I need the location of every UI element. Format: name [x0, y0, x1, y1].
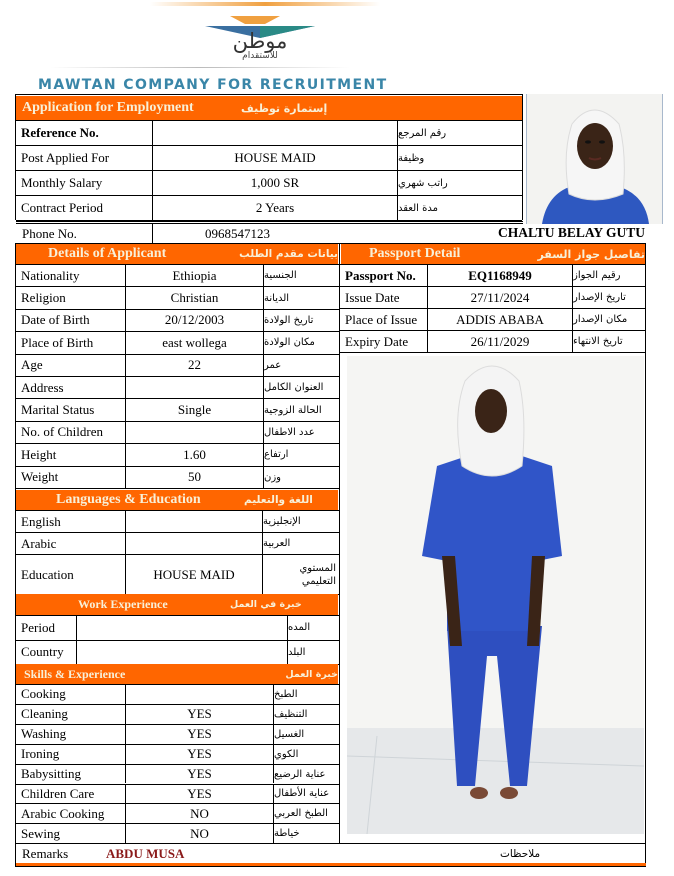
- skills-row-label-ar: الطبخ العربي: [274, 808, 328, 820]
- details-row-label: Marital Status: [21, 402, 95, 418]
- details-row-label-ar: مكان الولادة: [264, 337, 315, 349]
- application-title-en: Application for Employment: [22, 100, 194, 115]
- details-row-value: Single: [177, 402, 212, 418]
- skills-row-label: Arabic Cooking: [21, 805, 105, 821]
- application-row-label-ar: مدة العقد: [398, 202, 438, 214]
- details-row-label: Age: [21, 357, 43, 373]
- applicant-portrait-photo: [527, 94, 662, 224]
- skills-header: [16, 664, 338, 684]
- application-row-label: Post Applied For: [21, 150, 110, 165]
- application-row-label: Monthly Salary: [21, 175, 103, 190]
- border: [645, 243, 646, 867]
- logo-divider: [50, 67, 350, 68]
- skills-row-value: YES: [187, 746, 212, 762]
- passport-row-label: Issue Date: [345, 289, 400, 305]
- passport-header: [341, 244, 645, 264]
- skills-row-value: YES: [187, 785, 212, 801]
- application-header: [16, 96, 523, 120]
- details-row-label: Date of Birth: [21, 312, 90, 328]
- passport-row-value: EQ1168949: [468, 267, 532, 283]
- work-row-label: Country: [21, 644, 64, 660]
- border: [522, 94, 523, 220]
- border: [339, 243, 340, 843]
- skills-row-label: Cooking: [21, 686, 66, 702]
- passport-row-label-ar: رقيم الجواز: [573, 270, 621, 281]
- details-row-value: east wollega: [162, 334, 227, 350]
- skills-row-label-ar: التنظيف: [274, 708, 308, 720]
- skills-row-label: Children Care: [21, 785, 95, 801]
- photo-frame: [662, 94, 663, 224]
- passport-row-label-ar: مكان الإصدار: [573, 314, 628, 325]
- languages-row-label-ar: الإنجليزية: [263, 516, 301, 527]
- work-row-value: [77, 616, 287, 640]
- work-row-label: Period: [21, 619, 55, 635]
- details-row-value: Christian: [170, 290, 219, 306]
- logo-top-line: [150, 2, 380, 6]
- work-row-value: [77, 641, 287, 665]
- languages-row-label-ar: المستوي التعليمي: [299, 562, 336, 587]
- application-row-label: Reference No.: [21, 125, 99, 140]
- application-row-value: [153, 121, 397, 145]
- skills-row-label-ar: عناية الأطفال: [274, 788, 330, 800]
- details-row-label-ar: الجنسية: [264, 270, 297, 282]
- details-header: [16, 244, 338, 264]
- divider: [152, 224, 153, 243]
- details-row-label: Height: [21, 446, 57, 462]
- passport-row-label-ar: تاريخ الإصدار: [573, 292, 626, 303]
- remarks-value: ABDU MUSA: [106, 845, 185, 861]
- skills-row-value: YES: [187, 706, 212, 722]
- photo-frame: [526, 94, 527, 224]
- details-row-label-ar: عدد الاطفال: [264, 426, 315, 438]
- passport-title-en: Passport Detail: [369, 246, 461, 261]
- work-row-label-ar: المده: [288, 622, 311, 634]
- skills-row-value: NO: [190, 825, 209, 841]
- languages-row-label: Arabic: [21, 535, 57, 551]
- application-row-value: 1,000 SR: [250, 175, 300, 190]
- applicant-name: CHALTU BELAY GUTU: [497, 224, 645, 240]
- details-row-value: 22: [188, 357, 201, 373]
- languages-row-value: [126, 533, 262, 554]
- languages-row-label: Education: [21, 566, 74, 582]
- details-row-label: Address: [21, 379, 64, 395]
- details-row-label-ar: تاريخ الولادة: [264, 314, 314, 326]
- logo-arabic-text: موطن: [232, 29, 288, 53]
- skills-row-label-ar: خياطة: [274, 828, 300, 840]
- company-name: MAWTAN COMPANY FOR RECRUITMENT: [38, 77, 388, 93]
- details-row-value: 20/12/2003: [164, 312, 225, 328]
- skills-title-ar: خبرة العمل: [285, 668, 338, 680]
- border: [16, 94, 523, 95]
- skills-row-label: Babysitting: [21, 766, 81, 782]
- details-row-label: Nationality: [21, 267, 80, 283]
- details-row-label: Religion: [21, 290, 66, 306]
- details-title-en: Details of Applicant: [48, 246, 167, 261]
- skills-row-value: YES: [187, 726, 212, 742]
- details-row-value: Ethiopia: [172, 267, 217, 283]
- remarks-label-ar: ملاحظات: [500, 847, 541, 860]
- skills-row-label-ar: الكوي: [274, 748, 299, 760]
- divider: [16, 221, 523, 222]
- details-row-value: 50: [188, 469, 201, 485]
- details-row-label-ar: وزن: [264, 471, 282, 483]
- details-row-label-ar: الحالة الزوجية: [264, 404, 322, 416]
- skills-row-label-ar: الطبخ: [274, 688, 298, 700]
- skills-row-label-ar: الغسيل: [274, 728, 305, 740]
- application-row-value: 2 Years: [255, 200, 295, 215]
- application-row-label: Contract Period: [21, 200, 103, 215]
- logo-arabic-subtext: للاستقدام: [242, 51, 278, 61]
- details-row-label-ar: عمر: [264, 359, 282, 371]
- languages-row-label: English: [21, 513, 61, 529]
- skills-row-label: Sewing: [21, 825, 60, 841]
- work-row-label-ar: البلد: [288, 646, 306, 658]
- skills-row-label: Ironing: [21, 746, 60, 762]
- phone-value: 0968547123: [205, 225, 270, 241]
- application-row-label-ar: وظيفة: [398, 152, 425, 164]
- skills-row-value: [126, 685, 273, 704]
- passport-row-label-ar: تاريخ الانتهاء: [573, 336, 623, 347]
- skills-row-label-ar: عناية الرضيع: [274, 768, 326, 780]
- passport-row-value: ADDIS ABABA: [456, 311, 544, 327]
- details-row-label: No. of Children: [21, 424, 103, 440]
- details-row-label: Place of Birth: [21, 334, 94, 350]
- passport-row-value: 26/11/2029: [470, 333, 530, 349]
- languages-row-value: [126, 511, 262, 532]
- application-row-label-ar: رقم المرجع: [398, 127, 447, 139]
- skills-row-value: YES: [187, 766, 212, 782]
- details-row-label-ar: العنوان الكامل: [264, 382, 324, 394]
- application-row-value: HOUSE MAID: [234, 150, 316, 165]
- passport-row-value: 27/11/2024: [470, 289, 530, 305]
- work-header: [16, 594, 338, 615]
- phone-label: Phone No.: [22, 225, 77, 241]
- languages-row-value: HOUSE MAID: [153, 566, 235, 582]
- passport-row-label: Place of Issue: [345, 311, 418, 327]
- work-title-ar: خبرة في العمل: [230, 599, 302, 610]
- languages-header: [16, 490, 338, 510]
- application-title-ar: إستمارة توظيف: [241, 101, 328, 115]
- details-title-ar: بيانات مقدم الطلب: [239, 248, 338, 260]
- details-row-value: 1.60: [183, 446, 206, 462]
- passport-title-ar: تفاصيل جواز السفر: [537, 247, 645, 261]
- details-row-value: [126, 377, 263, 398]
- details-row-value: [126, 422, 263, 443]
- applicant-full-body-photo: [347, 356, 644, 834]
- skills-row-label: Washing: [21, 726, 67, 742]
- row-divider: [340, 352, 645, 353]
- languages-row-label-ar: العربية: [263, 538, 291, 549]
- divider: [16, 866, 646, 867]
- languages-title-en: Languages & Education: [56, 492, 201, 507]
- skills-row-label: Cleaning: [21, 706, 68, 722]
- passport-row-label: Expiry Date: [345, 333, 409, 349]
- border: [15, 243, 16, 867]
- skills-row-value: NO: [190, 805, 209, 821]
- skills-title-en: Skills & Experience: [24, 666, 126, 681]
- passport-row-label: Passport No.: [345, 267, 416, 283]
- details-row-label-ar: ارتفاع: [264, 449, 289, 461]
- details-row-label: Weight: [21, 469, 59, 485]
- languages-title-ar: اللغة والتعليم: [244, 494, 313, 506]
- remarks-label: Remarks: [22, 845, 69, 861]
- application-row-label-ar: راتب شهري: [398, 177, 448, 189]
- work-title-en: Work Experience: [78, 597, 168, 611]
- details-row-label-ar: الديانة: [264, 292, 290, 304]
- row-divider: [16, 488, 339, 489]
